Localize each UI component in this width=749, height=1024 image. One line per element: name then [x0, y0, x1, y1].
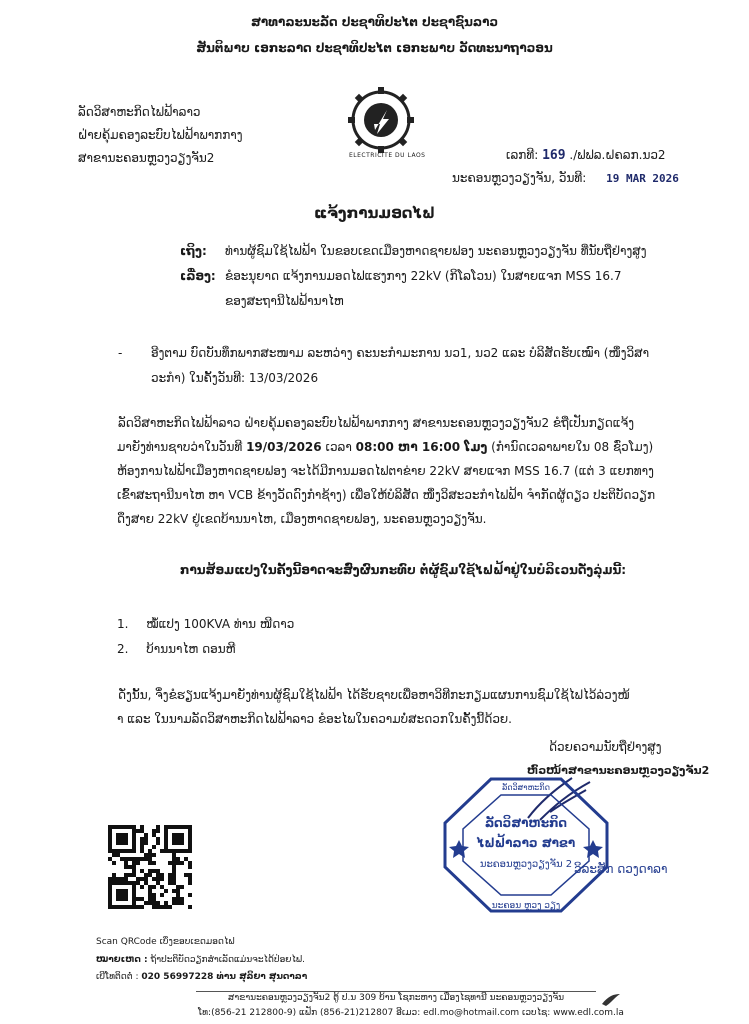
contact-value: 020 56997228 ທ່ານ ສຸລິຍາ ສຸນດາລາ — [141, 972, 308, 982]
affected-item-2 — [117, 642, 235, 656]
doc-number-label: ເລກທີ: — [506, 148, 539, 162]
note-label: ໝາຍເຫດ : — [96, 955, 148, 965]
body-line4: ເຂົ້າສະຖານີນາໄຫ ຫາ VCB ຂ້າງວັດດົງກຳຊ້າງ) ເພື່ອໃຫ້ບໍລິສັດ ໜຶ່ງວິສະວະກຳໄຟຟ້າ ຈຳກັດຜູ້ດຽວ ປະຕິບັດວຽກ — [117, 488, 656, 502]
to-text: ທ່ານຜູ້ຊົມໃຊ້ໄຟຟ້າ ໃນຂອບເຂດເມືອງຫາດຊາຍຟອງ ນະຄອນຫຼວງວຽງຈັນ ທີ່ນັບຖືຢ່າງສູງ — [225, 244, 647, 258]
footer-address-line1: ສາຂານະຄອນຫຼວງວຽງຈັນ2 ຕູ້ ປ.ນ 309 ບ້ານ ໂຊກະຫາງ ເມືອງໄຊທານີ ນະຄອນຫຼວງວຽງຈັນ — [228, 993, 565, 1003]
stamp-line3: ນະຄອນຫຼວງວຽງຈັນ 2 — [479, 859, 573, 870]
doc-number-suffix: ./ຟຟລ.ຝຄລກ.ນວ2 — [569, 148, 666, 162]
body-line2-c: (ກຳນົດເວລາພາຍໃນ 08 ຊົ່ວໂມງ) — [491, 440, 654, 454]
respect-line: ດ້ວຍຄວາມນັບຖືຢ່າງສູງ — [549, 740, 662, 754]
affected-item-1 — [117, 617, 294, 631]
doc-date-label: ນະຄອນຫຼວງວຽງຈັນ, ວັນທີ: — [452, 171, 587, 185]
closing-line2: າ ແລະ ໃນນາມລັດວິສາຫະກິດໄຟຟ້າລາວ ຂໍອະໄພໃນຄວາມບໍ່ສະດວກໃນຄັ້ງນີ້ດ້ວຍ. — [117, 712, 512, 726]
closing-paragraph — [117, 683, 697, 731]
affected-item-num: 2. — [117, 642, 129, 656]
national-header-line1: ສາທາລະນະລັດ ປະຊາທິປະໄຕ ປະຊາຊົນລາວ — [250, 15, 499, 29]
affected-item-text: ບ້ານນາໄຫ ດອນຫີ — [146, 642, 236, 656]
stamp-ring-bottom: ນະຄອນ ຫຼວງ ວຽງ — [491, 901, 561, 911]
footer-address-line2: ໂທ:(856-21 212800-9) ແຟັກ (856-21)212807 ອີເມວ: edl.mo@hotmail.com ເວບໄຊ: www.edl.com.la — [198, 1008, 624, 1018]
signer-position: ຫົວໜ້າສາຂານະຄອນຫຼວງວຽງຈັນ2 — [527, 764, 710, 777]
subject-line1: ຂໍອະນຸຍາດ ແຈ້ງການມອດໄຟແຮງກາງ 22kV (ກິໂລໂວນ) ໃນສາຍແຈກ MSS 16.7 — [225, 269, 622, 283]
footer-divider — [196, 991, 596, 992]
body-line2-b: ເວລາ — [325, 440, 352, 454]
doc-date-line — [452, 171, 679, 185]
qr-code[interactable] — [108, 825, 192, 909]
affected-item-num: 1. — [117, 617, 129, 631]
stamp-line2: ໄຟຟ້າລາວ ສາຂາ — [476, 836, 576, 850]
org-line3: ສາຂານະຄອນຫຼວງວຽງຈັນ2 — [78, 151, 215, 165]
bird-icon — [600, 992, 622, 1008]
body-line2-a: ມາຍັງທ່ານຊາບວ່າໃນວັນທີ — [117, 440, 243, 454]
org-line1: ລັດວິສາຫະກິດໄຟຟ້າລາວ — [78, 105, 201, 119]
subject-line2: ຂອງສະຖານີໄຟຟ້ານາໄຫ — [225, 294, 344, 308]
reference-line1: ອີງຕາມ ບົດບັນທຶກພາກສະໜາມ ລະຫວ່າງ ຄະນະກຳມະການ ນວ1, ນວ2 ແລະ ບໍລິສັດຮັບເໝົາ (ໜຶ່ງວິສາ — [151, 346, 650, 360]
body-line3: ຫ້ອງການໄຟຟ້າເມືອງຫາດຊາຍຟອງ ຈະໄດ້ມີການມອດໄຟຕາຂ່າຍ 22kV ສາຍແຈກ MSS 16.7 (ແຕ່ 3 ແຍກທາງ — [117, 464, 654, 478]
doc-date-value: 19 MAR 2026 — [606, 172, 679, 185]
contact-label: ເບີໂທຕິດຕໍ່ : — [96, 972, 139, 982]
edl-logo-icon — [347, 86, 415, 154]
page-title: ແຈ້ງການມອດໄຟ — [314, 204, 435, 222]
affected-item-text: ໝໍ້ແປງ 100KVA ທ່ານ ໜີດາວ — [146, 617, 295, 631]
contact-line — [96, 972, 307, 982]
reference-bullet: - — [118, 346, 123, 360]
reference-line2: ວະກຳ) ໃນຄັ້ງວັນທີ: 13/03/2026 — [151, 371, 319, 385]
stamp-ring-top: ລັດວິສາຫະກິດ — [502, 783, 550, 792]
to-label: ເຖິງ: — [180, 244, 207, 258]
stamp-line1: ລັດວິສາຫະກິດ — [484, 816, 568, 830]
body-line5: ດຶງສາຍ 22kV ຢູ່ເຂດບ້ານນາໄຫ, ເມືອງຫາດຊາຍຟອງ, ນະຄອນຫຼວງວຽງຈັນ. — [117, 512, 487, 526]
note-text: ຖ້າປະຕິບັດວຽກສຳເລັດແມ່ນຈະໄດ້ປ່ອຍໄຟ. — [150, 955, 305, 965]
qr-caption: Scan QRCode ເບິ່ງຂອບເຂດມອດໄຟ — [96, 937, 235, 947]
body-paragraph — [117, 411, 697, 531]
doc-number-line — [506, 148, 666, 163]
affected-title: ການສ້ອມແປງໃນຄັ້ງນີ້ອາດຈະສົ່ງຜົນກະທົບ ຕໍ່ຜູ້ຊົມໃຊ້ໄຟຟ້າຢູ່ໃນບໍລິເວນດັ່ງລຸ່ມນີ້: — [180, 563, 627, 577]
body-line2 — [117, 435, 697, 459]
national-header-line2: ສັນຕິພາບ ເອກະລາດ ປະຊາທິປະໄຕ ເອກະພາບ ວັດທະນາຖາວອນ — [196, 41, 553, 55]
doc-number-value: 169 — [542, 148, 566, 163]
logo-text: ELECTRICITE DU LAOS — [349, 152, 426, 159]
official-stamp — [441, 775, 611, 915]
body-line1: ລັດວິສາຫະກິດໄຟຟ້າລາວ ຝ່າຍຄຸ້ມຄອງລະບົບໄຟຟ້າພາກກາງ ສາຂານະຄອນຫຼວງວຽງຈັນ2 ຂໍຖືເປັນກຽດແຈ້ງ — [118, 416, 634, 430]
org-line2: ຝ່າຍຄຸ້ມຄອງລະບົບໄຟຟ້າພາກກາງ — [78, 128, 243, 142]
outage-time: 08:00 ຫາ 16:00 ໂມງ — [355, 440, 488, 454]
subject-label: ເລື່ອງ: — [180, 269, 216, 283]
closing-line1: ດັ່ງນັ້ນ, ຈຶ່ງຂໍຮຽນແຈ້ງມາຍັງທ່ານຜູ້ຊົມໃຊ້ໄຟຟ້າ ໄດ້ຮັບຊາບເພື່ອຫາວິທີກະກຽມແຜນການຊົມໃຊ້ໄຟໄວ້ລ່ວງໜ້ — [118, 688, 630, 702]
note-line — [96, 955, 305, 965]
outage-date: 19/03/2026 — [246, 440, 322, 454]
signer-name: ວິລະສັກ ດວງດາລາ — [574, 862, 668, 876]
